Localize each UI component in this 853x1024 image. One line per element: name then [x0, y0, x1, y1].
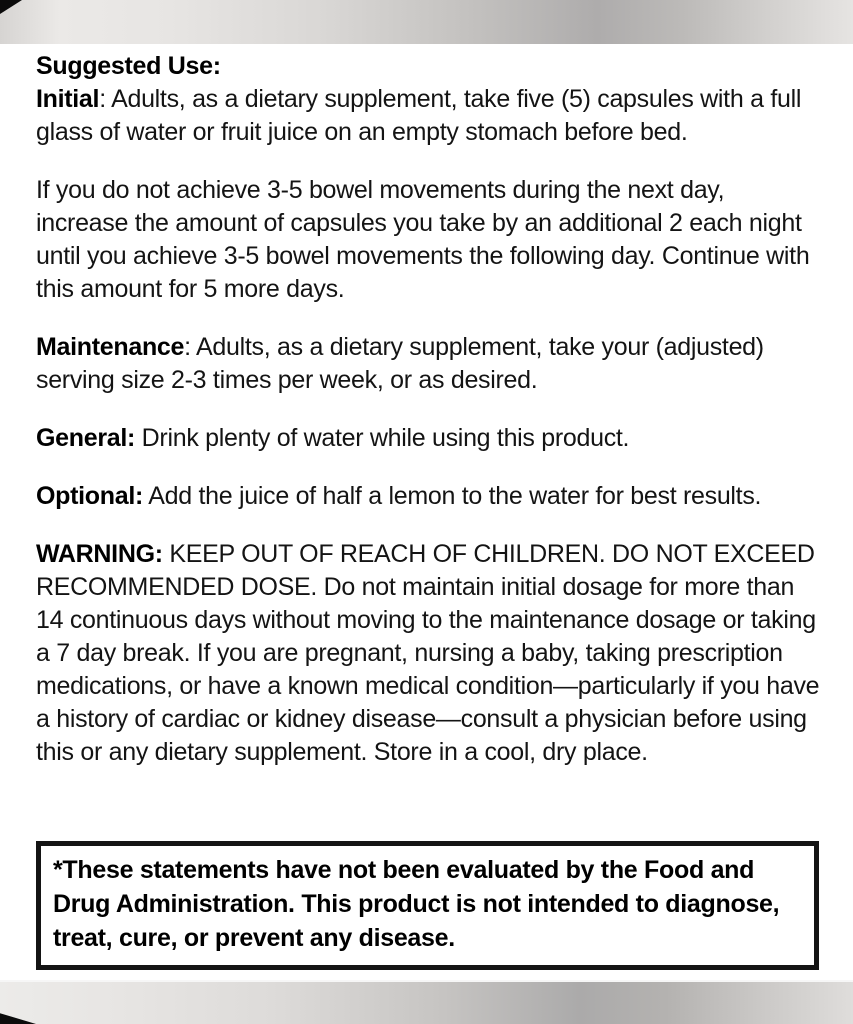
top-metallic-bar: [0, 0, 853, 44]
fda-disclaimer-box: [36, 841, 819, 970]
paragraph-general: [36, 422, 820, 455]
paragraph-warning-lead: WARNING:: [36, 540, 163, 568]
suggested-use-heading: Suggested Use:: [36, 52, 221, 80]
paragraph-initial-dose: [36, 83, 820, 149]
paragraph-dose-adjustment: [36, 174, 820, 306]
paragraph-maintenance-lead: Maintenance: [36, 333, 185, 361]
paragraph-maintenance-text: : Adults, as a dietary supplement, take your (adjusted) serving size 2-3 times per week, or as desired.: [36, 333, 764, 394]
paragraph-general-text: Drink plenty of water while using this product.: [135, 424, 630, 452]
paragraph-optional: [36, 480, 820, 513]
paragraph-general-lead: General:: [36, 424, 136, 452]
suggested-use-section: [36, 50, 820, 794]
paragraph-maintenance: [36, 331, 820, 397]
paragraph-initial-dose-lead: Initial: [36, 85, 100, 113]
paragraph-warning-text: KEEP OUT OF REACH OF CHILDREN. DO NOT EXCEED RECOMMENDED DOSE. Do not maintain initial dosage for more than 14 continuous days without moving to the maintenance dosage or taking a 7 day break. If you are pregnant, nursing a baby, taking prescription medications, or have a known medical condition—particularly if you have a history of cardiac or kidney disease—consult a physician before using this or any dietary supplement. Store in a cool, dry place.: [36, 540, 820, 766]
paragraph-optional-lead: Optional:: [36, 482, 144, 510]
paragraph-warning: [36, 538, 820, 769]
paragraph-dose-adjustment-text: If you do not achieve 3-5 bowel movements during the next day, increase the amount of capsules you take by an additional 2 each night until you achieve 3-5 bowel movements the following day. Continue with this amount for 5 more days.: [36, 176, 810, 303]
fda-disclaimer-text: *These statements have not been evaluated by the Food and Drug Administration. This product is not intended to diagnose, treat, cure, or prevent any disease.: [53, 856, 780, 952]
paragraph-initial-dose-text: : Adults, as a dietary supplement, take five (5) capsules with a full glass of water or fruit juice on an empty stomach before bed.: [36, 85, 802, 146]
paragraph-optional-text: Add the juice of half a lemon to the water for best results.: [143, 482, 762, 510]
bottom-metallic-bar: [0, 980, 853, 1024]
